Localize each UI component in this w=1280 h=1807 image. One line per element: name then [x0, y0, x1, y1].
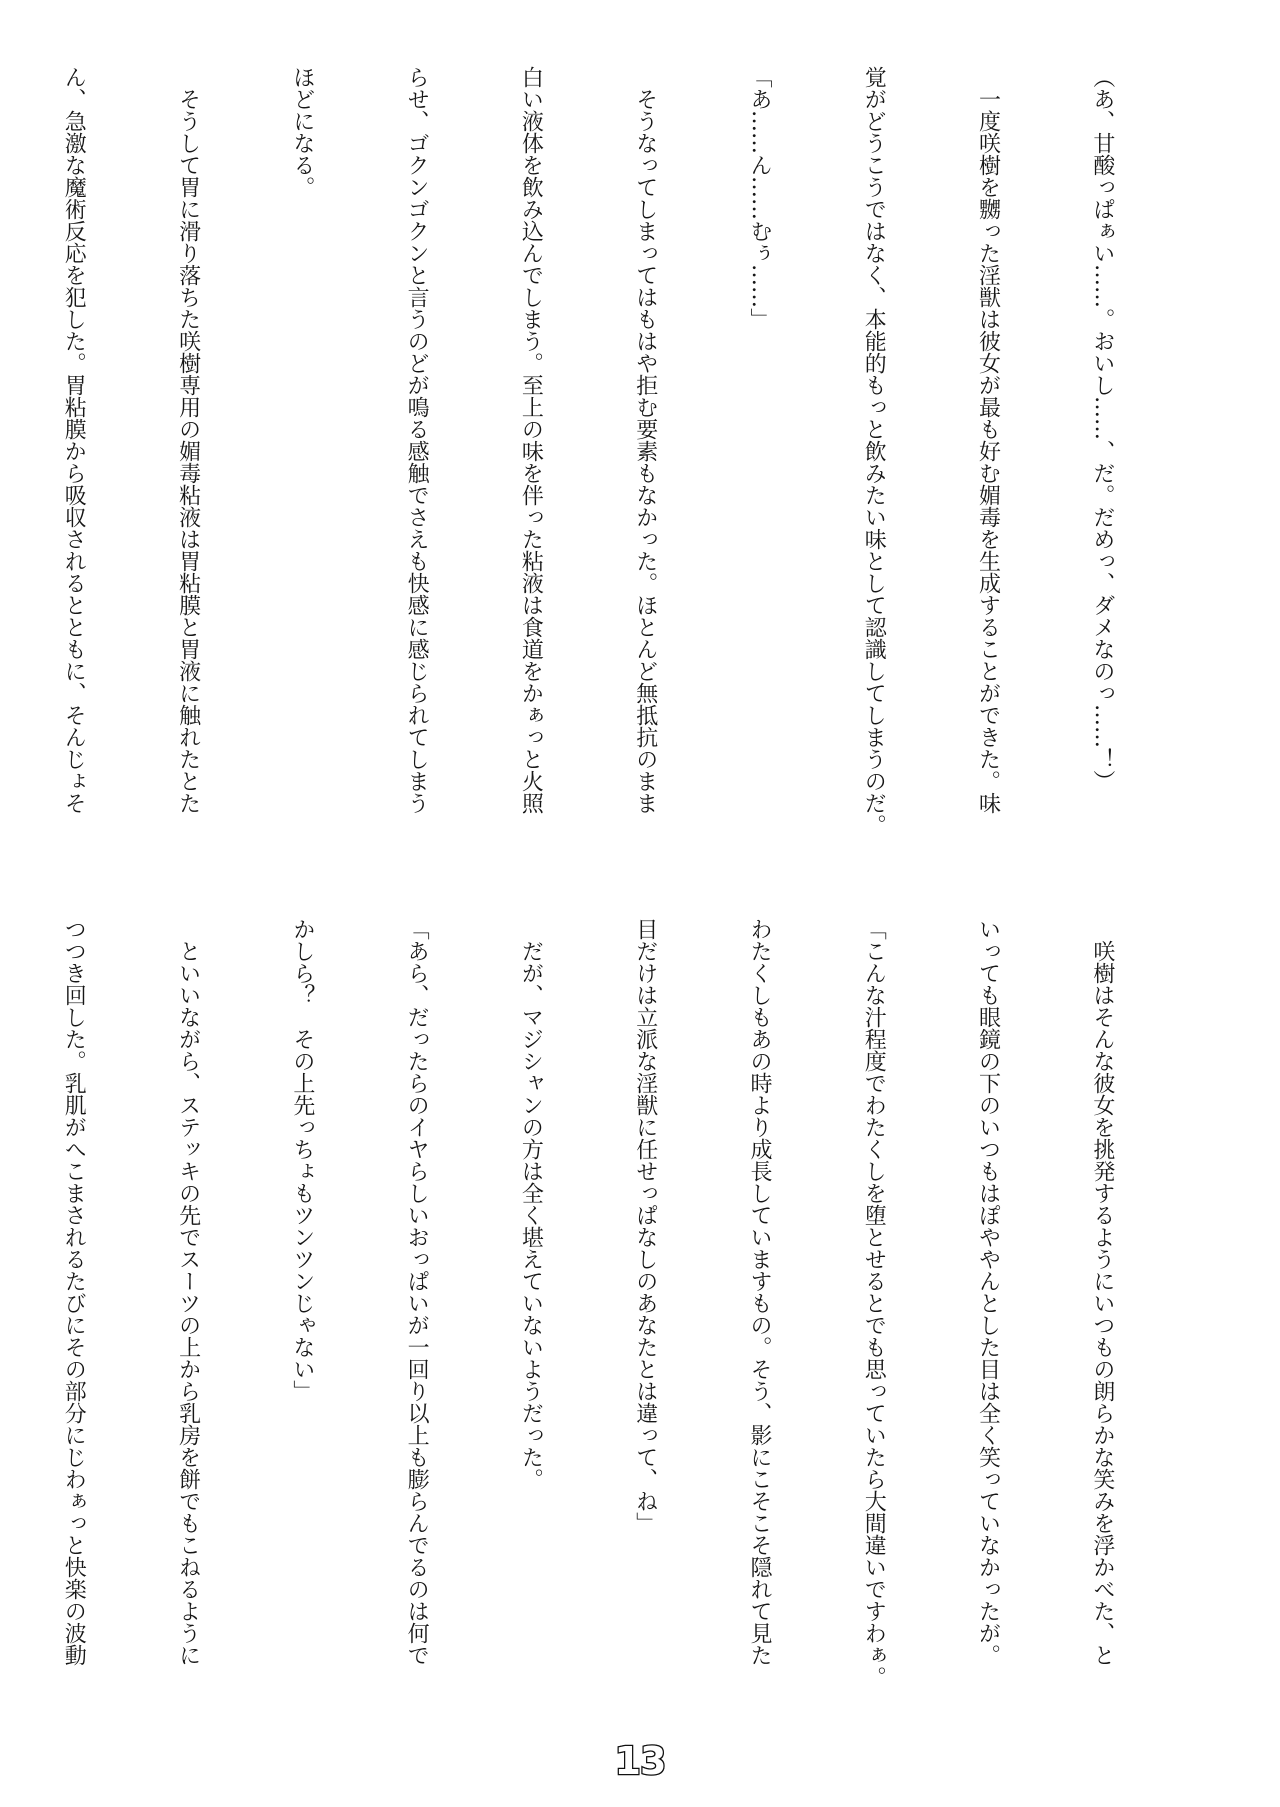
text-line: 「こんな汁程度でわたくしを堕とせるとでも思っていたら大間違いですわぁ。 [861, 918, 887, 1688]
text-line: 目だけは立派な淫獣に任せっぱなしのあなたとは違って、ね」 [632, 918, 658, 1534]
text-line: そうなってしまってはもはや拒む要素もなかった。ほとんど無抵抗のまま [632, 66, 658, 814]
text-line: わたくしもあの時より成長していますもの。そう、影にこそこそ隠れて見た [746, 918, 772, 1666]
text-line: いっても眼鏡の下のいつもはぽややんとした目は全く笑っていなかったが。 [975, 918, 1001, 1666]
page-number: 13 [614, 1739, 666, 1783]
text-line: ん、急激な魔術反応を犯した。胃粘膜から吸収されるとともに、そんじょそ [61, 66, 87, 814]
text-line: 覚がどうこうではなく、本能的もっと飲みたい味として認識してしまうのだ。 [861, 66, 887, 836]
text-line: といいながら、ステッキの先でスーツの上から乳房を餅でもこねるように [175, 918, 201, 1666]
text-line: らせ、ゴクンゴクンと言うのどが鳴る感触でさえも快感に感じられてしまう [404, 66, 430, 814]
text-line: 「あら、だったらのイヤらしいおっぱいが一回り以上も膨らんでるのは何で [404, 918, 430, 1666]
lower-text-block [61, 918, 1197, 1698]
text-line: ほどになる。 [289, 66, 315, 198]
text-line: 白い液体を飲み込んでしまう。至上の味を伴った粘液は食道をかぁっと火照 [518, 66, 544, 814]
text-line: つつき回した。乳肌がへこまされるたびにその部分にじわぁっと快楽の波動 [61, 918, 87, 1666]
text-line: そうして胃に滑り落ちた咲樹専用の媚毒粘液は胃粘膜と胃液に触れたとた [175, 66, 201, 814]
text-line: 咲樹はそんな彼女を挑発するようにいつもの朗らかな笑みを浮かべた、と [1089, 918, 1115, 1666]
upper-text-block [61, 66, 1197, 846]
text-line: かしら？ その上先っちょもツンツンじゃない」 [289, 918, 315, 1402]
text-line: 一度咲樹を嬲った淫獣は彼女が最も好む媚毒を生成することができた。味 [975, 66, 1001, 814]
text-line: （あ、甘酸っぱぁい……。おいし……、だ。だめっ、ダメなのっ……！） [1089, 66, 1115, 792]
text-line: だが、マジシャンの方は全く堪えていないようだった。 [518, 918, 544, 1490]
text-line: 「あ……ん……むぅ……」 [746, 66, 772, 330]
